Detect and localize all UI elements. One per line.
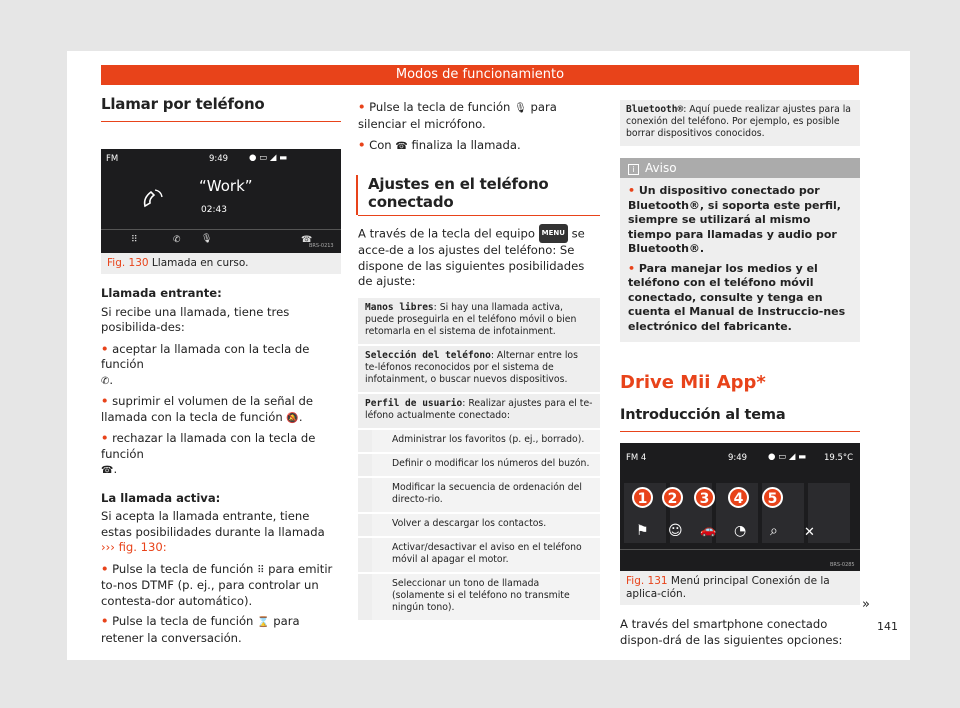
app-menu-tiles <box>620 483 860 547</box>
hourglass-icon: ⌛ <box>257 617 270 628</box>
handset-icon: ✆ <box>173 235 181 245</box>
car-icon: 🚗 <box>700 523 717 538</box>
answer-call-icon: ✆ <box>101 375 110 387</box>
screen-source: FM <box>106 154 119 164</box>
notice-item: • Para manejar los medios y el teléfono con el teléfono móvil conectado, consulte y tenga en cuenta el Manual de Instruccio-nes electrónico del fabricante. <box>628 261 846 333</box>
keypad-icon: ⠿ <box>131 235 138 245</box>
figure-130-screen <box>101 149 341 253</box>
heading-rule <box>358 215 600 216</box>
option-row: Perfil de usuario: Realizar ajustes para el te-léfono actualmente conectado: <box>358 393 600 429</box>
chapter-header: Modos de funcionamiento <box>101 65 859 85</box>
section-heading: Introducción al tema <box>620 407 860 432</box>
callout-badge: 3 <box>694 487 715 508</box>
bullet-mute-ring: • suprimir el volumen de la señal de llamada con la tecla de función 🔕. <box>101 394 341 426</box>
close-icon: ✕ <box>804 525 815 540</box>
screen-source: FM 4 <box>626 453 647 463</box>
bullet-reject: • rechazar la llamada con la tecla de función ☎. <box>101 431 341 479</box>
menu-key: MENU <box>539 224 568 244</box>
callout-badge: 4 <box>728 487 749 508</box>
continue-mark: » <box>862 597 870 612</box>
suboption-row: Activar/desactivar el aviso en el teléfono móvil al apagar el motor. <box>358 537 600 573</box>
figure-caption <box>101 253 341 274</box>
image-code: BRS-0285 <box>830 562 855 568</box>
bell-mute-icon: 🔕 <box>286 412 299 424</box>
option-row: Manos libres: Si hay una llamada activa, puede proseguirla en el teléfono móvil o bien retomarla en el sistema de infotainment. <box>358 298 600 345</box>
hangup-icon: ☎ <box>301 235 313 245</box>
screen-time: 9:49 <box>728 453 748 463</box>
mic-mute-icon: 🎙 <box>201 234 213 244</box>
status-icons: ● ▭ ◢ ▬ <box>249 153 288 163</box>
notice-body <box>620 178 860 342</box>
page-number: 141 <box>877 620 898 633</box>
column-3 <box>620 100 860 648</box>
bullet-hold: • Pulse la tecla de función ⌛ para retener la conversación. <box>101 614 300 645</box>
option-row: Selección del teléfono: Alternar entre los te-léfonos reconocidos por el sistema de infotainment, o buscar nuevos dispositivos. <box>358 345 600 393</box>
bullet-accept: • aceptar la llamada con la tecla de función ✆. <box>101 342 341 390</box>
suboption-row: Volver a descargar los contactos. <box>358 513 600 537</box>
settings-options-table <box>358 298 600 622</box>
bullet-end-call: • Con ☎ finaliza la llamada. <box>358 138 600 155</box>
contacts-icon: ☺ <box>668 523 683 539</box>
figure-label: Fig. 130 <box>107 257 149 269</box>
bluetooth-option: Bluetooth®: Aquí puede realizar ajustes para la conexión del teléfono. Por ejemplo, es posible borrar dispositivos conocidos. <box>620 100 860 146</box>
suboption-row: Modificar la secuencia de ordenación del directo-rio. <box>358 477 600 513</box>
section-heading: Ajustes en el teléfono conectado <box>356 175 600 215</box>
active-title: La llamada activa: <box>101 490 221 505</box>
gauge-icon: ◔ <box>734 523 747 539</box>
bullet-dtmf: • Pulse la tecla de función ⠿ para emitir to-nos DTMF (p. ej., para controlar un contesta-dor automático). <box>101 561 333 608</box>
keypad-icon: ⠿ <box>257 564 265 576</box>
figure-label: Fig. 131 <box>626 575 668 587</box>
figure-link[interactable]: fig. 130 <box>118 540 163 554</box>
notice-item: • Un dispositivo conectado por Bluetooth®, si soporta este perfil, siempre se utilizará al mismo tiempo para llamadas y audio por Bluetooth®. <box>628 184 841 255</box>
settings-intro: A través de la tecla del equipo MENU se acce-de a los ajustes del teléfono: Se dispone de las siguientes posibilidades de ajuste: <box>358 224 600 290</box>
screen-time: 9:49 <box>209 154 229 164</box>
screen-softkeys <box>101 229 341 253</box>
figure-131-screen <box>620 443 860 571</box>
flag-icon: ⚑ <box>636 523 649 539</box>
notice-header: i Aviso <box>620 158 860 178</box>
suboption-row: Definir o modificar los números del buzón. <box>358 453 600 477</box>
active-text: Si acepta la llamada entrante, tiene estas posibilidades durante la llamada ››› fig. 130: <box>101 509 325 554</box>
reject-call-icon: ☎ <box>101 465 114 476</box>
column-1 <box>101 95 341 646</box>
figure-caption-text: Menú principal Conexión de la aplica-ción. <box>626 575 830 600</box>
screen-softkeys <box>620 549 860 571</box>
call-name: “Work” <box>199 177 253 195</box>
column-2 <box>358 100 600 622</box>
callout-badge: 1 <box>632 487 653 508</box>
status-icons: ● ▭ ◢ ▬ <box>768 452 807 462</box>
incoming-text: Si recibe una llamada, tiene tres posibilida-des: <box>101 304 290 334</box>
bullet-mute-mic: • Pulse la tecla de función 🎙 para silenciar el micrófono. <box>358 100 557 131</box>
mic-mute-icon: 🎙 <box>514 103 527 114</box>
chapter-title: Drive Mii App* <box>620 372 766 393</box>
search-icon: ⌕ <box>770 523 778 539</box>
suboption-row: Administrar los favoritos (p. ej., borrado). <box>358 429 600 453</box>
figure-caption <box>620 571 860 605</box>
image-code: BRS-0213 <box>309 243 334 249</box>
info-icon: i <box>628 164 639 175</box>
callout-badge: 5 <box>762 487 783 508</box>
phone-call-icon <box>139 184 167 212</box>
section-heading: Llamar por teléfono <box>101 95 341 122</box>
callout-badge: 2 <box>662 487 683 508</box>
notice-box <box>620 158 860 342</box>
app-intro: A través del smartphone conectado dispon-drá de las siguientes opciones: <box>620 617 843 647</box>
suboption-row: Seleccionar un tono de llamada (solamente si el teléfono no transmite ningún tono). <box>358 573 600 621</box>
hangup-icon: ☎ <box>395 141 408 152</box>
call-duration: 02:43 <box>201 205 227 215</box>
figure-caption-text: Llamada en curso. <box>151 257 249 269</box>
screen-temperature: 19.5°C <box>824 453 854 463</box>
incoming-title: Llamada entrante: <box>101 286 222 300</box>
